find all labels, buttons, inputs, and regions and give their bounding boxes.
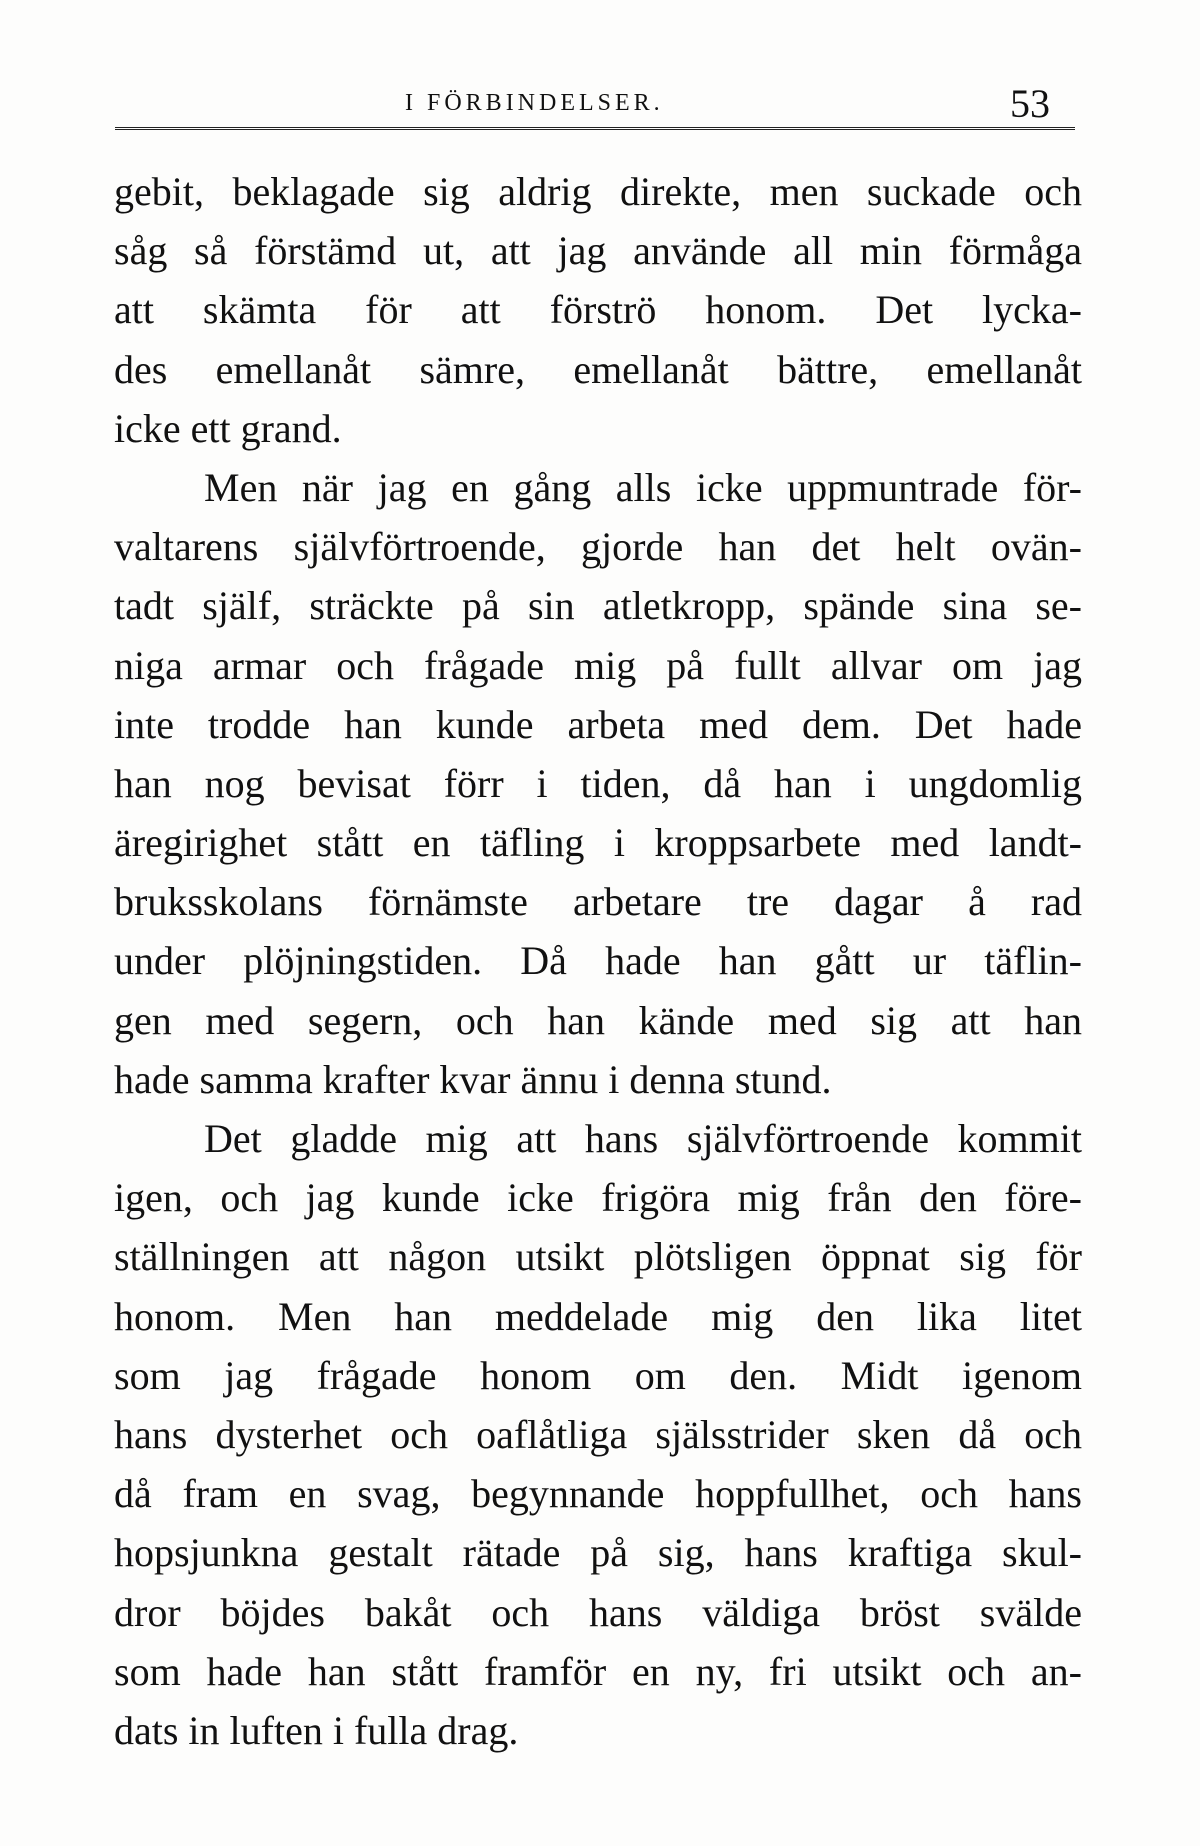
paragraph: [114, 458, 1082, 1109]
text-line: hade samma krafter kvar ännu i denna stund.: [114, 1056, 832, 1102]
text-line: att skämta för att förströ honom. Det lycka-: [114, 287, 1082, 333]
page-number: 53: [1010, 81, 1050, 126]
text-line: niga armar och frågade mig på fullt allvar om jag: [114, 642, 1082, 688]
text-line: inte trodde han kunde arbeta med dem. Det hade: [114, 701, 1082, 747]
text-line: som hade han stått framför en ny, fri utsikt och an-: [114, 1648, 1082, 1694]
text-line: gen med segern, och han kände med sig att han: [114, 997, 1082, 1043]
text-line: tadt själf, sträckte på sin atletkropp, spände sina se-: [114, 583, 1082, 629]
paragraph: [114, 162, 1082, 458]
text-line: bruksskolans förnämste arbetare tre dagar å rad: [114, 879, 1082, 925]
text-line: valtarens självförtroende, gjorde han det helt ovän-: [114, 524, 1082, 570]
text-line: dats in luften i fulla drag.: [114, 1707, 519, 1753]
text-line: Det gladde mig att hans självförtroende kommit: [204, 1116, 1082, 1161]
text-line: hans dysterhet och oaflåtliga själsstrider sken då och: [114, 1411, 1082, 1457]
body-text: [114, 162, 1082, 1760]
text-line: han nog bevisat förr i tiden, då han i ungdomlig: [114, 760, 1082, 806]
header-rule: [115, 127, 1075, 130]
text-line: som jag frågade honom om den. Midt igenom: [114, 1352, 1082, 1398]
text-line: ställningen att någon utsikt plötsligen öppnat sig för: [114, 1234, 1082, 1280]
text-line: icke ett grand.: [114, 405, 342, 451]
text-line: äregirighet stått en täfling i kroppsarbete med landt-: [114, 820, 1082, 866]
text-line: under plöjningstiden. Då hade han gått ur täflin-: [114, 938, 1082, 984]
text-line: honom. Men han meddelade mig den lika litet: [114, 1293, 1082, 1339]
text-line: Men när jag en gång alls icke uppmuntrade för-: [204, 464, 1082, 510]
paragraph: [114, 1109, 1082, 1760]
text-line: såg så förstämd ut, att jag använde all min förmåga: [114, 228, 1082, 274]
running-header: [115, 72, 1080, 132]
text-line: gebit, beklagade sig aldrig direkte, men suckade och: [114, 169, 1082, 214]
text-line: då fram en svag, begynnande hoppfullhet, och hans: [114, 1471, 1082, 1517]
text-line: igen, och jag kunde icke frigöra mig från den före-: [114, 1175, 1082, 1221]
text-line: des emellanåt sämre, emellanåt bättre, emellanåt: [114, 346, 1082, 392]
running-title: I FÖRBINDELSER.: [405, 90, 664, 116]
text-line: hopsjunkna gestalt rätade på sig, hans kraftiga skul-: [114, 1530, 1082, 1576]
text-line: dror böjdes bakåt och hans väldiga bröst svälde: [114, 1589, 1082, 1635]
